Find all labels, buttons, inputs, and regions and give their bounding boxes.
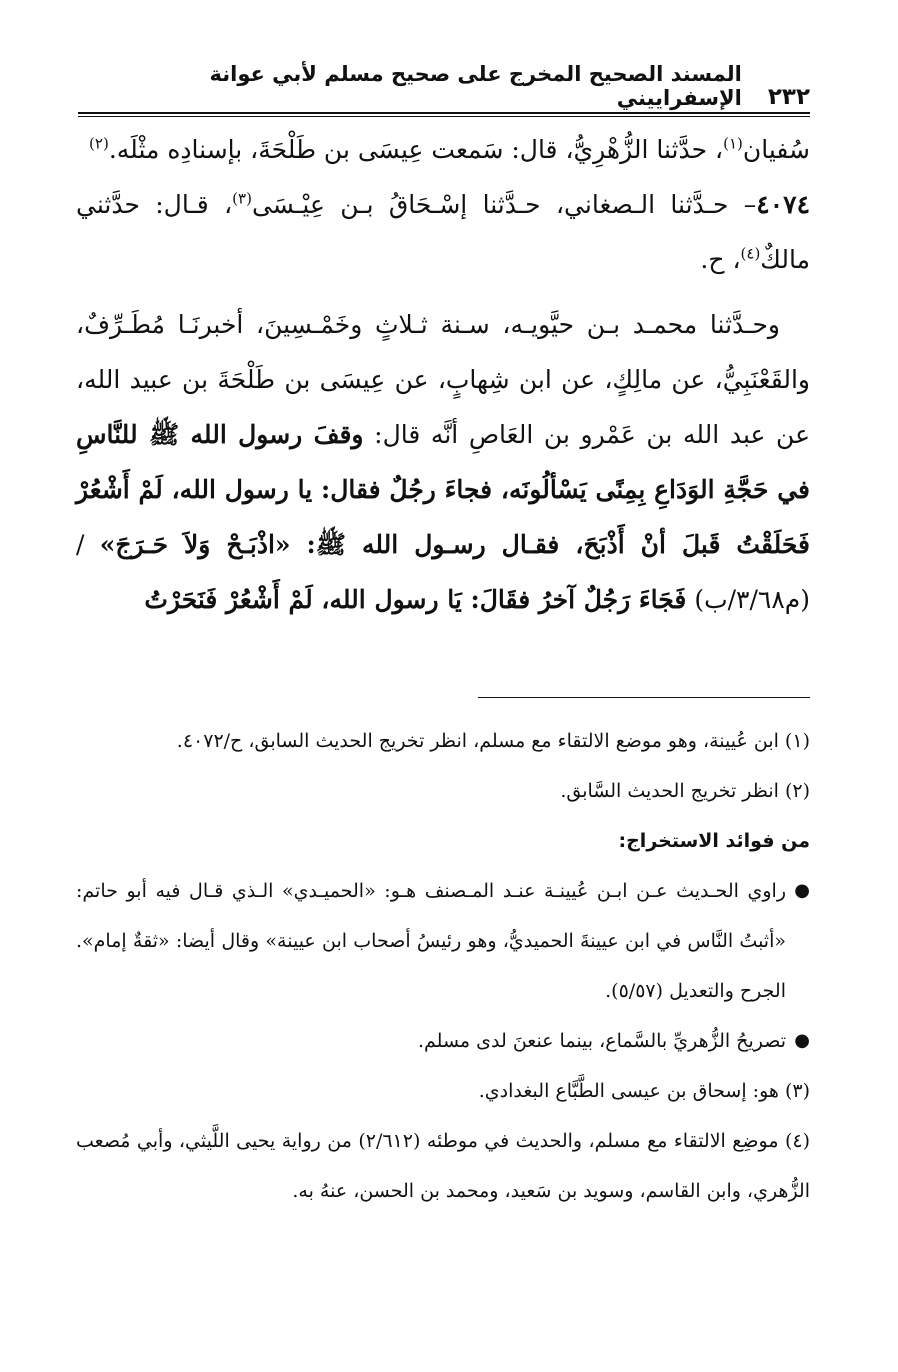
benefit-item [76,1016,810,1066]
hadith-number: ٤٠٧٤ [756,190,811,219]
matn-text-end: فَجَاءَ رَجُلٌ آخرُ فقَالَ: يَا رسول الله، لَمْ أَشْعُرْ فَنَحَرْتُ [144,585,687,614]
opening-paragraph [76,122,810,177]
text-segment: – حـدَّثنا الـصغاني، حـدَّثنا إسْـحَاقُ بـن عِيْـسَى [251,190,757,219]
footnote-ref-4[interactable]: (٤) [740,244,761,263]
footnote-1: (١) ابن عُيينة، وهو موضع الالتقاء مع مسلم، انظر تخريج الحديث السابق، ح/٤٠٧٢. [176,730,810,752]
footnotes [76,716,810,1216]
matn-text: وقفَ رسول الله ﷺ للنَّاسِ في حَجَّةِ الوَدَاعِ بِمِنًى يَسْألُونَه، فجاءَ رجُلٌ فقال: يا رسول الله، لَمْ أَشْعُرْ فَحَلَقْتُ قَبلَ أنْ أَذْبَحَ، فقـال رسـول الله ﷺ: «اذْبَـحْ وَلاَ حَـرَجَ» [76,420,810,559]
footnote-ref-1[interactable]: (١) [723,134,743,153]
text-segment: ، قـال: حدَّثني مالكٌ [76,190,810,274]
text-segment: ، ح. [700,245,741,274]
text-segment: ، حدَّثنا الزُّهْرِيُّ، قال: سَمعت عِيسَى بن طَلْحَةَ، بإسنادِه مثْلَه. [108,135,724,164]
header-rule [78,112,810,114]
benefit-text: تصريحُ الزُّهريِّ بالسَّماع، بينما عنعنَ لدى مسلم. [418,1030,786,1052]
bullet-icon: ● [794,1030,810,1051]
footnote-4: (٤) موضِع الالتقاء مع مسلم، والحديث في موطئه (٢/٦١٢) من رواية يحيى اللَّيثي، وأبي مُصعب الزُّهري، وابن القاسم، وسويد بن سَعيد، ومحمد بن الحسن، عنهُ به. [76,1130,811,1202]
header-rule-thin [78,116,810,117]
isnad-text: وحـدَّثنا محمـد بـن حيَّويـه، سـنة ثـلاثٍ وخَمْـسِينَ، أخبرنَـا مُطَـرِّفٌ، والقَعْنَبِيُّ، عن مالِكٍ، عن ابن شِهابٍ، عن عِيسَى بن طَلْحَةَ بن عبيد الله، عن عبد الله بن عَمْرو بن العَاصِ أنَّه قال: [76,310,810,449]
footnote-2: (٢) انظر تخريج الحديث السَّابق. [560,780,810,802]
page-number: ٢٣٢ [767,84,810,110]
page-header [78,62,810,110]
main-text [76,122,810,627]
benefits-heading: من فوائد الاستخراج: [618,830,810,852]
hadith-paragraph [76,177,810,287]
footnote-3: (٣) هو: إسحاق بن عيسى الطَّبَّاع البغدادي. [478,1080,810,1102]
text-segment: سُفيان [742,135,810,164]
benefit-text: راوي الحـديث عـن ابـن عُيينـة عنـد المـصنف هـو: «الحميـدي» الـذي قـال فيه أبو حاتم: «أثبتُ النَّاس في ابن عيينةَ الحميديُّ، وهو رئيسُ أصحاب ابن عيينة» وقال أيضا: «ثقةٌ إمام». الجرح والتعديل (٥/٥٧). [76,880,786,1002]
footnote-ref-2[interactable]: (٢) [89,134,109,153]
manuscript-marker: / (م٣/٦٨/ب) [76,530,810,614]
running-title: المسند الصحيح المخرج على صحيح مسلم لأبي عوانة الإسفراييني [209,62,742,110]
isnad-paragraph [76,297,810,627]
bullet-icon: ● [794,880,810,901]
benefit-item [76,866,810,1016]
footnote-separator [478,697,810,698]
footnote-ref-3[interactable]: (٣) [232,189,252,208]
